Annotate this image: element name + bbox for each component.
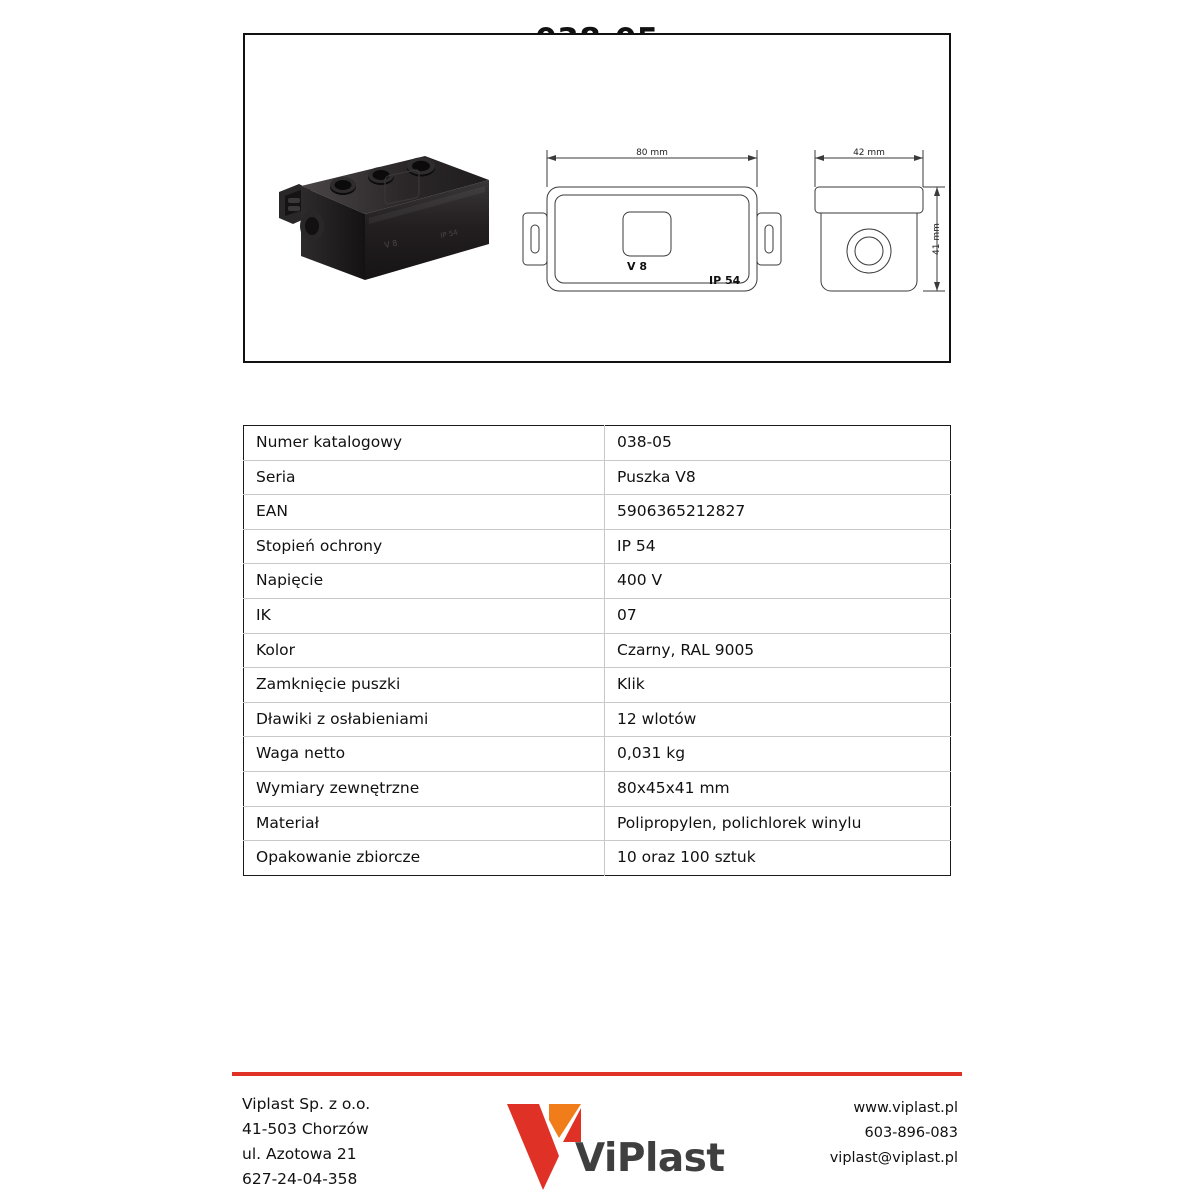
page-footer bbox=[232, 1086, 962, 1196]
spec-value: 07 bbox=[605, 598, 951, 633]
table-row bbox=[244, 633, 951, 668]
company-street: ul. Azotowa 21 bbox=[242, 1145, 357, 1163]
spec-value: 10 oraz 100 sztuk bbox=[605, 841, 951, 876]
phone-number[interactable]: 603-896-083 bbox=[864, 1125, 958, 1141]
table-row bbox=[244, 564, 951, 599]
spec-value: 5906365212827 bbox=[605, 495, 951, 530]
spec-key: Stopień ochrony bbox=[244, 529, 605, 564]
svg-text:IP 54: IP 54 bbox=[439, 228, 459, 240]
table-row bbox=[244, 806, 951, 841]
product-image-panel bbox=[243, 33, 951, 363]
front-width-label: 80 mm bbox=[636, 148, 668, 158]
table-row bbox=[244, 460, 951, 495]
website-link[interactable]: www.viplast.pl bbox=[853, 1100, 958, 1116]
footer-divider bbox=[232, 1072, 962, 1076]
table-row bbox=[244, 495, 951, 530]
spec-value: Klik bbox=[605, 668, 951, 703]
front-view-body bbox=[523, 187, 781, 291]
side-width-label: 42 mm bbox=[853, 148, 885, 158]
contact-block bbox=[830, 1096, 958, 1171]
specification-table bbox=[243, 425, 951, 876]
spec-value: Czarny, RAL 9005 bbox=[605, 633, 951, 668]
specification-table-body bbox=[244, 426, 951, 876]
spec-value: 038-05 bbox=[605, 426, 951, 461]
spec-key: Kolor bbox=[244, 633, 605, 668]
spec-value: 400 V bbox=[605, 564, 951, 599]
spec-key: Materiał bbox=[244, 806, 605, 841]
spec-key: Napięcie bbox=[244, 564, 605, 599]
spec-key: Numer katalogowy bbox=[244, 426, 605, 461]
spec-key: Seria bbox=[244, 460, 605, 495]
table-row bbox=[244, 426, 951, 461]
series-marking-label: V 8 bbox=[627, 260, 647, 273]
company-address bbox=[242, 1092, 370, 1192]
table-row bbox=[244, 668, 951, 703]
spec-key: Wymiary zewnętrzne bbox=[244, 771, 605, 806]
spec-value: IP 54 bbox=[605, 529, 951, 564]
spec-value: Puszka V8 bbox=[605, 460, 951, 495]
spec-key: IK bbox=[244, 598, 605, 633]
table-row bbox=[244, 598, 951, 633]
spec-value: 12 wlotów bbox=[605, 702, 951, 737]
viplast-logo-text: ViPlast bbox=[575, 1136, 725, 1181]
spec-value: 80x45x41 mm bbox=[605, 771, 951, 806]
table-row bbox=[244, 841, 951, 876]
spec-key: Waga netto bbox=[244, 737, 605, 772]
spec-value: Polipropylen, polichlorek winylu bbox=[605, 806, 951, 841]
ip-marking-label: IP 54 bbox=[709, 274, 741, 287]
table-row bbox=[244, 737, 951, 772]
side-height-label: 41 mm bbox=[932, 223, 942, 255]
technical-drawings bbox=[245, 35, 949, 361]
spec-key: Opakowanie zbiorcze bbox=[256, 848, 421, 867]
spec-key: Zamknięcie puszki bbox=[244, 668, 605, 703]
spec-value: 0,031 kg bbox=[605, 737, 951, 772]
spec-key: EAN bbox=[244, 495, 605, 530]
company-city: 41-503 Chorzów bbox=[242, 1120, 369, 1138]
email-link[interactable]: viplast@viplast.pl bbox=[829, 1150, 958, 1166]
side-view-body bbox=[815, 187, 923, 291]
company-tax-id: 627-24-04-358 bbox=[242, 1170, 358, 1188]
spec-key: Dławiki z osłabieniami bbox=[244, 702, 605, 737]
svg-text:V 8: V 8 bbox=[383, 238, 399, 250]
company-name: Viplast Sp. z o.o. bbox=[242, 1095, 371, 1113]
viplast-logo bbox=[497, 1086, 725, 1196]
table-row bbox=[244, 702, 951, 737]
table-row bbox=[244, 529, 951, 564]
table-row bbox=[244, 771, 951, 806]
